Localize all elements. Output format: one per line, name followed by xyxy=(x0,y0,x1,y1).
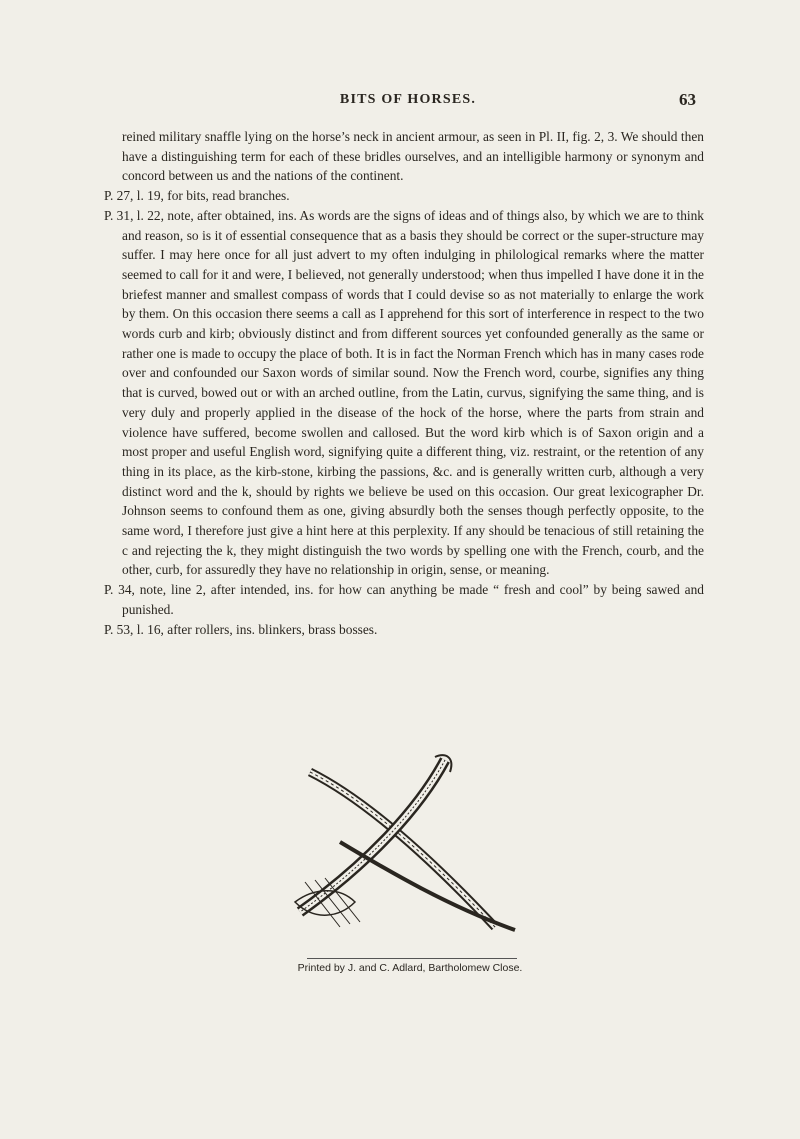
page-number: 63 xyxy=(679,90,696,109)
erratum-p31: P. 31, l. 22, note, after obtained, ins. As words are the signs of ideas and of things also, by which we are to think and reason, so is it of essential consequence that as a basis they should be correct or the super-structure may suffer. I may here once for all just advert to my often indulging in philological remarks where the matter seemed to call for it and were, I believed, not generally understood; when thus impelled I have done it in the briefest manner and smallest compass of words that I could devise so as not materially to enlarge the work by them. On this occasion there seems a call as I apprehend for this sort of interference in respect to the two words curb and kirb; obviously distinct and from different sources yet confounded generally as the same or rather one is made to occupy the place of both. It is in fact the Norman French which has in many cases rode over and confounded our Saxon words of similar sound. Now the French word, courbe, signifies any thing that is curved, bowed out or with an arched outline, from the Latin, curvus, signifying the same thing, and is very duly and properly applied in the disease of the hock of the horse, where the parts from strain and violence have suffered, become swollen and callosed. But the word kirb which is of Saxon origin and a most proper and useful English word, signifying quite a different thing, viz. restraint, or the retention of any thing in its place, as the kirb-stone, kirbing the passions, &c. and is generally written curb, although a very distinct word and the k, should by rights we believe be used on this occasion. Our great lexicographer Dr. Johnson seems to confound them as one, giving absurdly both the senses though perfectly opposite, to the same word, I therefore just give a hint here at this perplexity. If any should be tenacious of still retaining the c and rejecting the k, they might distinguish the two words by spelling one with the French, courb, and the other, curb, for assuredly they have no relationship in origin, sense, or meaning. xyxy=(104,207,704,578)
paragraph-continuation: reined military snaffle lying on the horse’s neck in ancient armour, as seen in Pl. II, fig. 2, 3. We should then have a distinguishing term for each of these bridles ourselves, and an intelligible harmony or synonym and concord between us and the nations of the continent. xyxy=(122,129,704,184)
bit-engraving xyxy=(280,752,525,937)
erratum-p27: P. 27, l. 19, for bits, read branches. xyxy=(104,188,290,204)
running-title: BITS OF HORSES. xyxy=(339,92,477,107)
erratum-p34: P. 34, note, line 2, after intended, ins. for how can anything be made “ fresh and cool” by being sawed and punished. xyxy=(104,582,704,617)
body-text xyxy=(104,127,704,639)
running-head xyxy=(120,92,696,112)
printer-imprint: Printed by J. and C. Adlard, Bartholomew Close. xyxy=(297,962,523,974)
imprint-rule xyxy=(307,958,517,959)
erratum-p53: P. 53, l. 16, after rollers, ins. blinkers, brass bosses. xyxy=(104,621,378,637)
engraving-svg xyxy=(280,752,525,937)
